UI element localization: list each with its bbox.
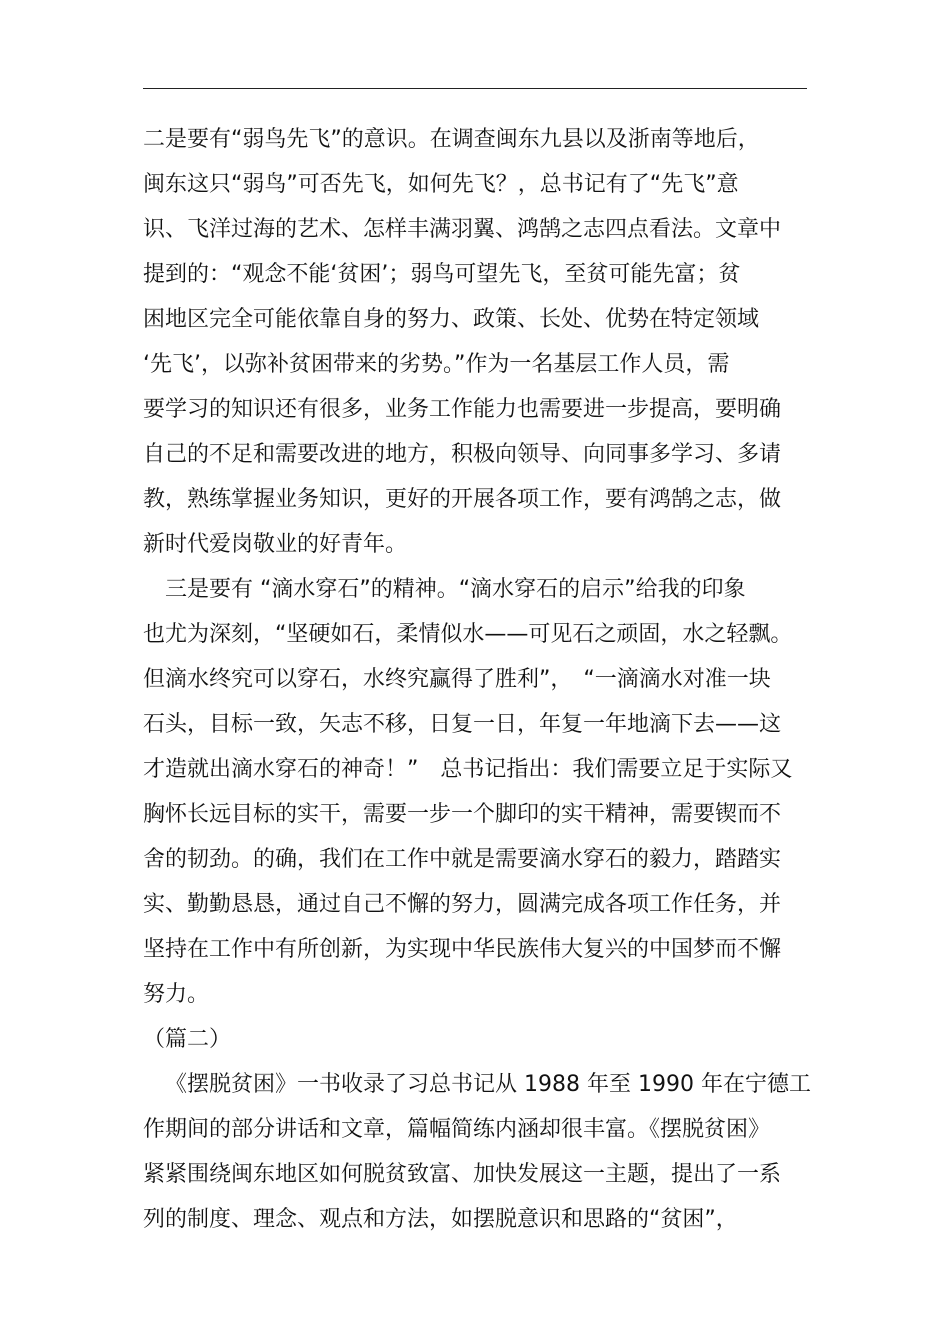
text-line: 识、飞洋过海的艺术、怎样丰满羽翼、鸿鹄之志四点看法。文章中: [143, 217, 782, 242]
text-line: 努力。: [143, 982, 210, 1007]
text-line: 作期间的部分讲话和文章，篇幅简练内涵却很丰富。《摆脱贫困》: [143, 1117, 771, 1142]
text-line: 《摆脱贫困》一书收录了习总书记从 1988 年至 1990 年在宁德工: [165, 1072, 811, 1097]
text-line: 列的制度、理念、观点和方法，如摆脱意识和思路的“贫困”，: [143, 1207, 738, 1232]
text-line: 二是要有“弱鸟先飞”的意识。在调查闽东九县以及浙南等地后，: [143, 127, 760, 152]
text-line: 胸怀长远目标的实干，需要一步一个脚印的实干精神，需要锲而不: [143, 802, 782, 827]
text-line: 才造就出滴水穿石的神奇！” 总书记指出：我们需要立足于实际又: [143, 757, 793, 782]
text-line: 也尤为深刻，“坚硬如石，柔情似水——可见石之顽固，水之轻飘。: [143, 622, 793, 647]
text-line: 困地区完全可能依靠自身的努力、政策、长处、优势在特定领域: [143, 307, 760, 332]
text-line: 实、勤勤恳恳，通过自己不懈的努力，圆满完成各项工作任务，并: [143, 892, 782, 917]
text-line: 舍的韧劲。的确，我们在工作中就是需要滴水穿石的毅力，踏踏实: [143, 847, 782, 872]
text-line: 新时代爱岗敬业的好青年。: [143, 532, 408, 557]
text-line: 自己的不足和需要改进的地方，积极向领导、向同事多学习、多请: [143, 442, 782, 467]
text-line: 坚持在工作中有所创新，为实现中华民族伟大复兴的中国梦而不懈: [143, 937, 782, 962]
text-line: 石头，目标一致，矢志不移，日复一日，年复一年地滴下去——这: [143, 712, 782, 737]
text-line: 闽东这只“弱鸟”可否先飞，如何先飞？，总书记有了“先飞”意: [143, 172, 739, 197]
text-line: 提到的：“观念不能‘贫困’；弱鸟可望先飞，至贫可能先富；贫: [143, 262, 741, 287]
text-line: ‘先飞’，以弥补贫困带来的劣势。”作为一名基层工作人员，需: [143, 352, 730, 377]
text-line: 紧紧围绕闽东地区如何脱贫致富、加快发展这一主题，提出了一系: [143, 1162, 782, 1187]
text-line: 要学习的知识还有很多，业务工作能力也需要进一步提高，要明确: [143, 397, 782, 422]
header-rule: [143, 88, 807, 89]
text-line: 但滴水终究可以穿石，水终究赢得了胜利”， “一滴滴水对准一块: [143, 667, 771, 692]
text-line: 教，熟练掌握业务知识，更好的开展各项工作，要有鸿鹄之志，做: [143, 487, 782, 512]
text-line: 三是要有 “滴水穿石”的精神。“滴水穿石的启示”给我的印象: [165, 577, 746, 602]
section-heading: （篇二）: [143, 1027, 232, 1052]
